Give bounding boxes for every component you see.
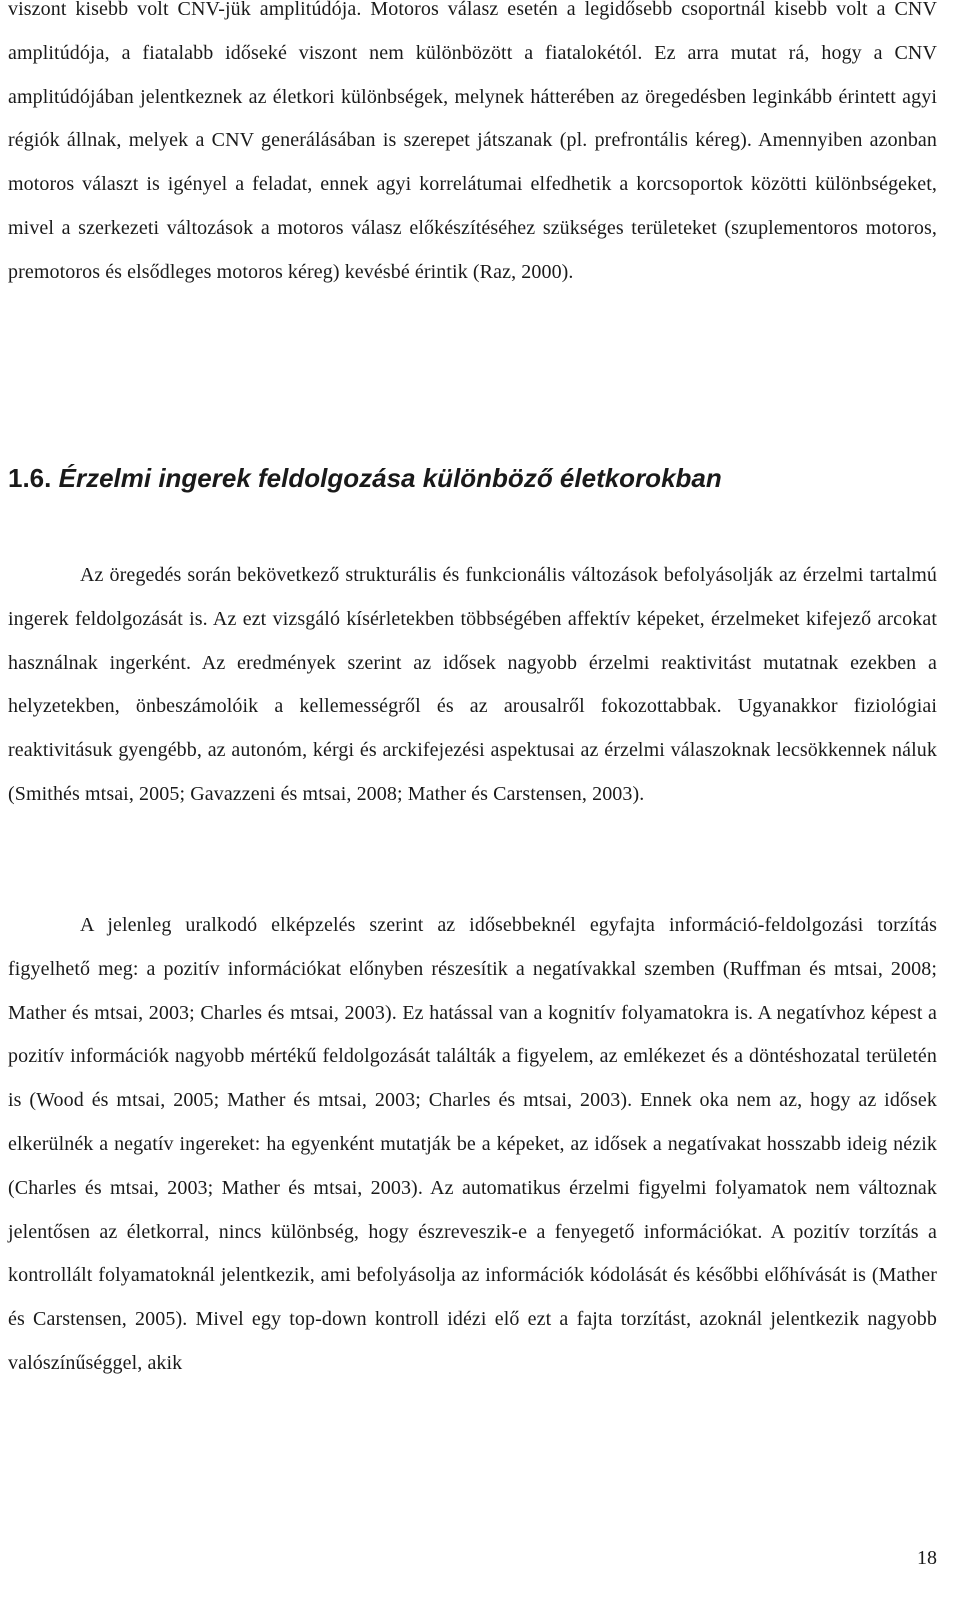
body-paragraph bbox=[8, 554, 937, 817]
section-title: Érzelmi ingerek feldolgozása különböző életkorokban bbox=[58, 463, 722, 493]
body-paragraph bbox=[8, 904, 937, 1386]
paragraph-text: Az öregedés során bekövetkező strukturális és funkcionális változások befolyásolják az érzelmi tartalmú ingerek feldolgozását is. Az ezt vizsgáló kísérletekben többségében affektív képeket, érzelmeket kifejező arcokat használnak ingerként. Az eredmények szerint az idősek nagyobb érzelmi reaktivitást mutatnak ezekben a helyzetekben, önbeszámolóik a kellemességről és az arousalről fokozottabbak. Ugyanakkor fiziológiai reaktivitásuk gyengébb, az autonóm, kérgi és arckifejezési aspektusai az érzelmi válaszoknak lecsökkennek náluk (Smithés mtsai, 2005; Gavazzeni és mtsai, 2008; Mather és Carstensen, 2003). bbox=[8, 564, 937, 805]
section-heading bbox=[8, 463, 722, 493]
page-number: 18 bbox=[917, 1547, 937, 1569]
continuation-paragraph: viszont kisebb volt CNV-jük amplitúdója. Motoros válasz esetén a legidősebb csoportnál kisebb volt a CNV amplitúdója, a fiatalabb időseké viszont nem különbözött a fiatalokétól. Ez arra mutat rá, hogy a CNV amplitúdójában jelentkeznek az életkori különbségek, melynek hátterében az öregedésben leginkább érintett agyi régiók állnak, melyek a CNV generálásában is szerepet játszanak (pl. prefrontális kéreg). Amennyiben azonban motoros választ is igényel a feladat, ennek agyi korrelátumai elfedhetik a korcsoportok közötti különbségeket, mivel a szerkezeti változások a motoros válasz előkészítéséhez szükséges területeket (szuplementoros motoros, premotoros és elsődleges motoros kéreg) kevésbé érintik (Raz, 2000). bbox=[8, 0, 937, 283]
paragraph-text: A jelenleg uralkodó elképzelés szerint az idősebbeknél egyfajta információ-feldolgozási torzítás figyelhető meg: a pozitív információkat előnyben részesítik a negatívakkal szemben (Ruffman és mtsai, 2008; Mather és mtsai, 2003; Charles és mtsai, 2003). Ez hatással van a kognitív folyamatokra is. A negatívhoz képest a pozitív információk nagyobb mértékű feldolgozását találták a figyelem, az emlékezet és a döntéshozatal területén is (Wood és mtsai, 2005; Mather és mtsai, 2003; Charles és mtsai, 2003). Ennek oka nem az, hogy az idősek elkerülnék a negatív ingereket: ha egyenként mutatják be a képeket, az idősek a negatívakat hosszabb ideig nézik (Charles és mtsai, 2003; Mather és mtsai, 2003). Az automatikus érzelmi figyelmi folyamatok nem változnak jelentősen az életkorral, nincs különbség, hogy észreveszik-e a fenyegető információkat. A pozitív torzítás a kontrollált folyamatoknál jelentkezik, ami befolyásolja az információk kódolását és későbbi előhívását is (Mather és Carstensen, 2005). Mivel egy top-down kontroll idézi elő ezt a fajta torzítást, azoknál jelentkezik nagyobb valószínűséggel, akik bbox=[8, 914, 937, 1374]
section-number: 1.6. bbox=[8, 463, 52, 493]
